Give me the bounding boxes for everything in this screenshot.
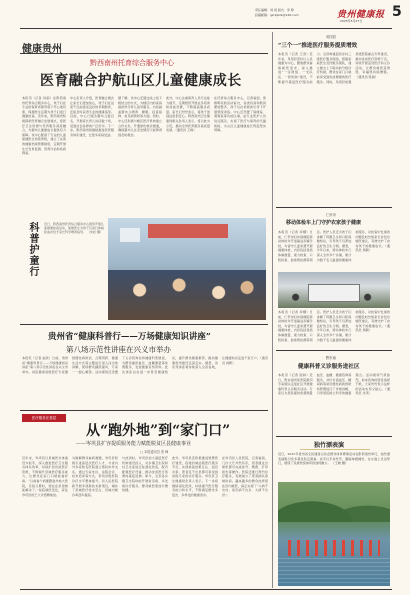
page-number: 5 (392, 4, 402, 20)
section-title-rule (20, 53, 268, 54)
photo-hills (278, 482, 390, 522)
masthead-info-line-2: 投稿邮箱：gzrbjkzk@126.com (255, 13, 299, 17)
renhuai-kicker: 仁怀市 (326, 213, 336, 217)
qiandongnan-headline: 健康科普义诊服务进社区 (298, 364, 360, 370)
renhuai-body-continued-text: 本报讯（记者 李娜）日前，仁怀市妇幼保健院移动体检车开进偏远乡镇学校，为留守儿童免费开展健康体检，内容包括身高体重测量、视力检查、口腔检查、血常规检测等项目。医护人员还为孩子们讲解了用眼卫生和口腔保健知识，引导孩子们养成良好的卫生习惯。据悉，今年以来，移动体检车已深入全市多个乡镇，累计为数千名儿童提供健康体检服务，对检查中发现的问题及时告知家长并给出就医建议，有效守护了农村孩子的健康成长。（通讯员 周敏） (278, 310, 390, 342)
issue-date: 2025年5月27日 (340, 19, 363, 23)
fenggang-kicker: 凤冈县 (326, 35, 336, 39)
photo-banner (148, 224, 228, 238)
scenery-title: 独竹漂表演 (314, 442, 345, 449)
scenery-photo-bamboo-drifting (278, 482, 390, 586)
masthead-info-line-1: 责任编辑：刘 雨 版式：李 婷 (255, 8, 294, 12)
qiandongnan-bottom-rule (276, 436, 392, 437)
renhuai-headline: 移动体检车上门守护农家孩子健康 (286, 220, 362, 226)
lead-kicker: 黔西南州托育综合服务中心 (90, 59, 174, 67)
scenery-caption (278, 452, 390, 480)
lead-body-col-5: 在托育综合服务中心，记者看到，宽敞明亮的活动室内，各类玩具和教具摆放整齐，孩子们在老师的引导下开展感统训练。中心还设置了保健室、观察室等功能区域，由专业医护人员驻点服务，实现了医疗与保育的无缝衔接，为山区儿童健康成长筑起坚实屏障。 (214, 96, 266, 133)
lead-photo-caption (44, 222, 104, 302)
feature-label-text: 医疗服务在基层 (31, 416, 57, 420)
photo-screen (120, 228, 140, 242)
vertical-section-title: 科普护童行 (27, 222, 38, 277)
paper-name: 贵州健康报 (337, 10, 385, 20)
right-column-divider (272, 32, 273, 588)
feature-label (22, 414, 66, 422)
feature-subheadline: ——岑巩县扩容提质服务能力赋能脱贫区县健康事业 (76, 441, 192, 447)
lead-body-col-2: 中心负责人介绍，医育融合模式让家长们更加放心，孩子们在这里不仅能接受良好的早期教育，还能及时获得专业的健康指导。目前，中心已服务婴幼儿数百名，开展家长育儿讲座数十场，受到社会各界的广泛好评。下一步，黔西南州将继续推进托育服务体系建设，让更多家庭受益。 (70, 96, 114, 137)
lead-body-col-3: 据了解，该中心还通过线上线下相结合的方式，为辖区内的家庭提供科学育儿指导服务，内容涵盖婴幼儿喂养、睡眠、疫苗接种、常见病预防等方面。同时，中心还积极与辖区医疗机构建立合作关系，开通绿色就诊通道，确保婴幼儿在突发情况下能够得到及时救治。 (118, 96, 162, 137)
scenery-caption-credit: （王晓 摄） (331, 461, 349, 466)
masthead (0, 0, 410, 30)
scenery-caption-text: 近日，2025年贵州省全民健身运动会群众体育赛事活动在黔西南州举行，独竹漂表演吸引众多观众驻足观看。选手们手持竹竿，脚踩单根楠竹，在水面上灵活穿行，展现了民族传统体育的独特魅力。 (278, 452, 390, 466)
qiandongnan-body: 本报讯（记者 陆林）近日，黔东南州某医院组织专家团队走进社区开展健康科普义诊服务活动。专家们为居民提供免费测量血压、血糖、健康咨询等服务，并针对高血压、糖尿病等常见慢性病的预防和管理进行了详细讲解，引导居民树立科学的健康观念。活动现场气氛热烈，前来咨询的居民络绎不绝，大家纷纷表示这样的活动实用又贴心。（通讯员 龙英） (278, 373, 390, 396)
lead-headline: 医育融合护航山区儿童健康成长 (40, 73, 242, 89)
event-kicker: 贵州省“健康科普行——万场健康知识讲座” (48, 332, 211, 342)
lead-body-col-1: 本报讯（记者 何娟）在黔西南州托育综合服务中心，孩子们在专业的保育老师带领下开心地玩耍，保健医生定期为孩子们进行健康检查。近年来，黔西南州积极探索医育融合发展模式，将医疗卫生资源与托育服务深度融合，为婴幼儿健康成长提供有力保障。该中心配备了专业的儿童保健医生和营养师，建立了完善的健康档案管理制度，定期开展生长发育监测、营养评估和疾病筛查。 (22, 96, 66, 156)
lead-bottom-rule (20, 324, 268, 325)
fenggang-body: 本报讯（记者 王涛）近年来，凤冈县坚持以人民健康为中心，聚焦群众看病就医需求，深入推进“一张网络、一支队伍、一套机制”建设，不断提升基层医疗服务能力。全县构建起县乡村三级医疗服务网络，组建家庭医生签约服务团队，建立健全上下联动的分级诊疗机制，群众在家门口就能享受到优质便捷的医疗服务。同时，凤冈县加强县级医院重点专科建设，推动优质医疗资源下沉，持续开展巡回医疗和义诊活动，让群众就医获得感、幸福感持续增强。（通讯员 陈晨） (278, 52, 390, 84)
feature-body-col-4: 此外，岑巩县还积极推进智慧医疗建设，搭建县域远程医疗服务平台，实现检查结果互认、信息共享，患者足不出县即可享受到省级专家的诊疗服务。岑巩县卫生健康局负责人表示，下一步将继续深化医改，持续提升医疗服务能力和水平，不断满足群众多层次、多样化的健康需求。 (172, 456, 218, 497)
fenggang-bottom-rule (276, 207, 392, 208)
feature-body-col-1: 近年来，岑巩县以县域医共体建设为抓手，深入推进医疗卫生服务体系改革，持续扩容优质医疗资源，不断提升县域医疗服务能力，让群众在家门口就能看好病。“以前看个病要跑到外地大医院，花钱又费时，现在在县里就能解决了。”说起就医变化，家住岑巩县的王大爷感慨地说。 (22, 456, 68, 497)
lead-photo-caption-text: 近日，黔西南州托育综合服务中心组织开展儿童健康检查活动，保健医生为孩子们进行体格检查并给予家长科学喂养指导。 (44, 222, 105, 235)
scenery-title-decor (300, 449, 370, 450)
photo-people (286, 290, 382, 308)
qiandongnan-kicker: 黔东南 (326, 356, 336, 360)
feature-body-col-2: 为破解群众看病难题，岑巩县积极引进高层次医疗人才，与省内外多家知名医院建立帮扶协作关系，通过专家坐诊、远程会诊、技术培训等方式，带动县级医院诊疗水平整体提升。县人民医院新开展多项新技术新项目，填补了县域医疗技术空白，县域内就诊率逐年提高。 (72, 456, 118, 497)
event-headline: 第八场示范性讲座在兴义市举办 (66, 345, 171, 354)
page-bottom-rule (20, 589, 392, 590)
feature-byline: □ 本报通讯员 张 峰 (140, 450, 169, 454)
fenggang-headline: “三个一”推进医疗服务提质增效 (278, 43, 358, 49)
feature-body-col-3: 与此同时，岑巩县加大基层医疗机构建设投入，对乡镇卫生院和村卫生室进行标准化改造，配齐配强医疗设备，推动优质医疗资源向基层延伸。如今，全县各乡镇卫生院均能开展常见病、多发病诊疗服务，群众就医更加方便快捷。 (122, 456, 168, 493)
event-body: 本报讯（记者 赵欣）日前，贵州省“健康科普行——万场健康知识讲座”第八场示范性讲座在兴义市举办。讲座邀请省级医疗专家围绕慢性病防治、合理用药、健康生活方式等主题进行深入浅出的讲解，现场群众踊跃提问，专家一一耐心解答。活动现场还设置了义诊咨询台和健康科普展板，为群众提供血压、血糖测量等免费服务，发放健康宣传资料。此次讲座旨在进一步普及健康知识，提升群众健康素养，推动健康贵州建设走深走实。据悉，该系列讲座将持续深入全省各地，让健康知识走进千家万户。（通讯员 杨帆） (22, 356, 268, 374)
masthead-rule (20, 28, 392, 29)
photo-water-ripples (278, 558, 390, 586)
renhuai-body-continued (278, 310, 390, 346)
lead-photo-children-health-check (108, 218, 266, 320)
lead-photo-caption-credit: （朱松 摄） (86, 230, 103, 235)
renhuai-bottom-rule (276, 350, 392, 351)
feature-headline: 从“跑外地”到“家门口” (86, 423, 231, 439)
photo-performers (288, 540, 380, 556)
photo-crowd (108, 270, 266, 320)
lead-body-col-4: 此外，中心注重保育人员专业能力提升，定期组织开展业务培训和技能竞赛，不断提高服务质量。家长们纷纷表示，将孩子送到这里很安心。黔西南州卫生健康局相关负责人表示，将以此为示范，推动全州托育服务高质量发展。（通讯员 王梅） (166, 96, 210, 133)
event-bottom-rule (20, 410, 268, 411)
renhuai-body: 本报讯（记者 李娜）日前，仁怀市妇幼保健院移动体检车开进偏远乡镇学校，为留守儿童免费开展健康体检，内容包括身高体重测量、视力检查、口腔检查、血常规检测等项目。医护人员还为孩子们讲解了用眼卫生和口腔保健知识，引导孩子们养成良好的卫生习惯。据悉，今年以来，移动体检车已深入全市多个乡镇，累计为数千名儿童提供健康体检服务，对检查中发现的问题及时告知家长并给出就医建议，有效守护了农村孩子的健康成长。（通讯员 周敏） (278, 230, 390, 262)
renhuai-photo-medical-vehicle (278, 272, 390, 308)
feature-body-col-5: 在岑巩县人民医院，记者看到，门诊大厅井然有序，患者通过自助机即可完成挂号、缴费、打印报告等操作。医院还推行预约诊疗服务，有效减少了患者排队等候时间。越来越多的群众选择留在县内就医，真正实现了“小病不出村、常见病不出乡、大病不出县”。 (222, 456, 268, 497)
section-title: 健康贵州 (22, 44, 62, 55)
